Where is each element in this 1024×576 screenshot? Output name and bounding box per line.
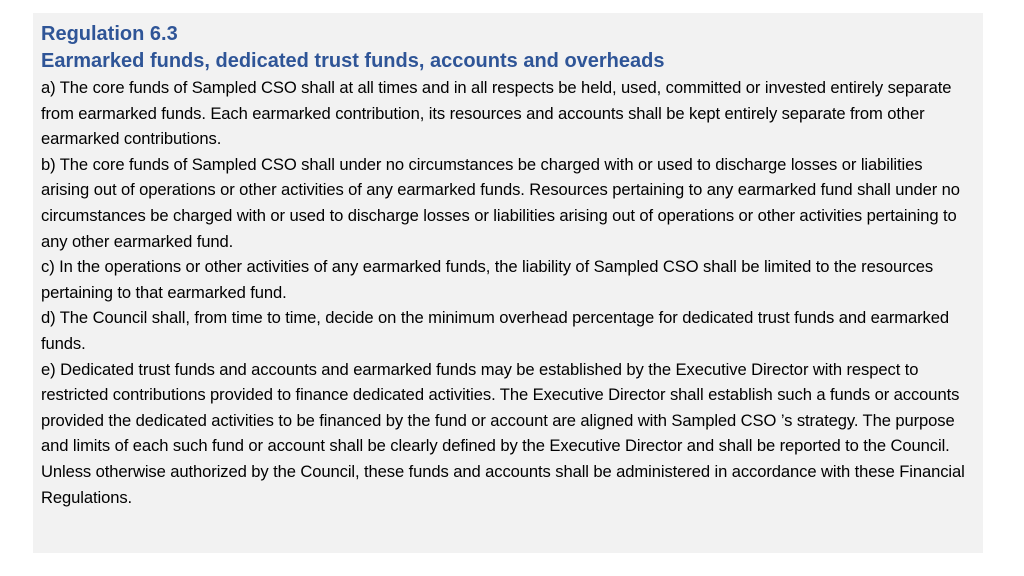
- paragraph-b: b) The core funds of Sampled CSO shall under no circumstances be charged with or used to discharge losses or liabilities arising out of operations or other activities of any earmarked funds. Resources pertaining to any earmarked fund shall under no circumstances be charged with or used to discharge losses or liabilities arising out of operations or other activities pertaining to any other earmarked fund.: [41, 154, 960, 251]
- paragraph-e: e) Dedicated trust funds and accounts and earmarked funds may be established by the Executive Director with respect to restricted contributions provided to finance dedicated activities. The Executive Director shall establish such a funds or accounts provided the dedicated activities to be financed by the fund or account are aligned with Sampled CSO ’s strategy. The purpose and limits of each such fund or account shall be clearly defined by the Executive Director and shall be reported to the Council. Unless otherwise authorized by the Council, these funds and accounts shall be administered in accordance with these Financial Regulations.: [41, 359, 965, 507]
- regulation-text-box: [33, 13, 983, 553]
- paragraph-c: c) In the operations or other activities of any earmarked funds, the liability of Sampled CSO shall be limited to the resources pertaining to that earmarked fund.: [41, 257, 934, 302]
- paragraph-d: d) The Council shall, from time to time, decide on the minimum overhead percentage for dedicated trust funds and earmarked funds.: [41, 308, 950, 353]
- regulation-number-heading: Regulation 6.3: [41, 23, 178, 45]
- regulation-title-heading: Earmarked funds, dedicated trust funds, accounts and overheads: [41, 50, 665, 72]
- paragraph-a: a) The core funds of Sampled CSO shall at all times and in all respects be held, used, committed or invested entirely separate from earmarked funds. Each earmarked contribution, its resources and accounts shall be kept entirely separate from other earmarked contributions.: [41, 78, 952, 149]
